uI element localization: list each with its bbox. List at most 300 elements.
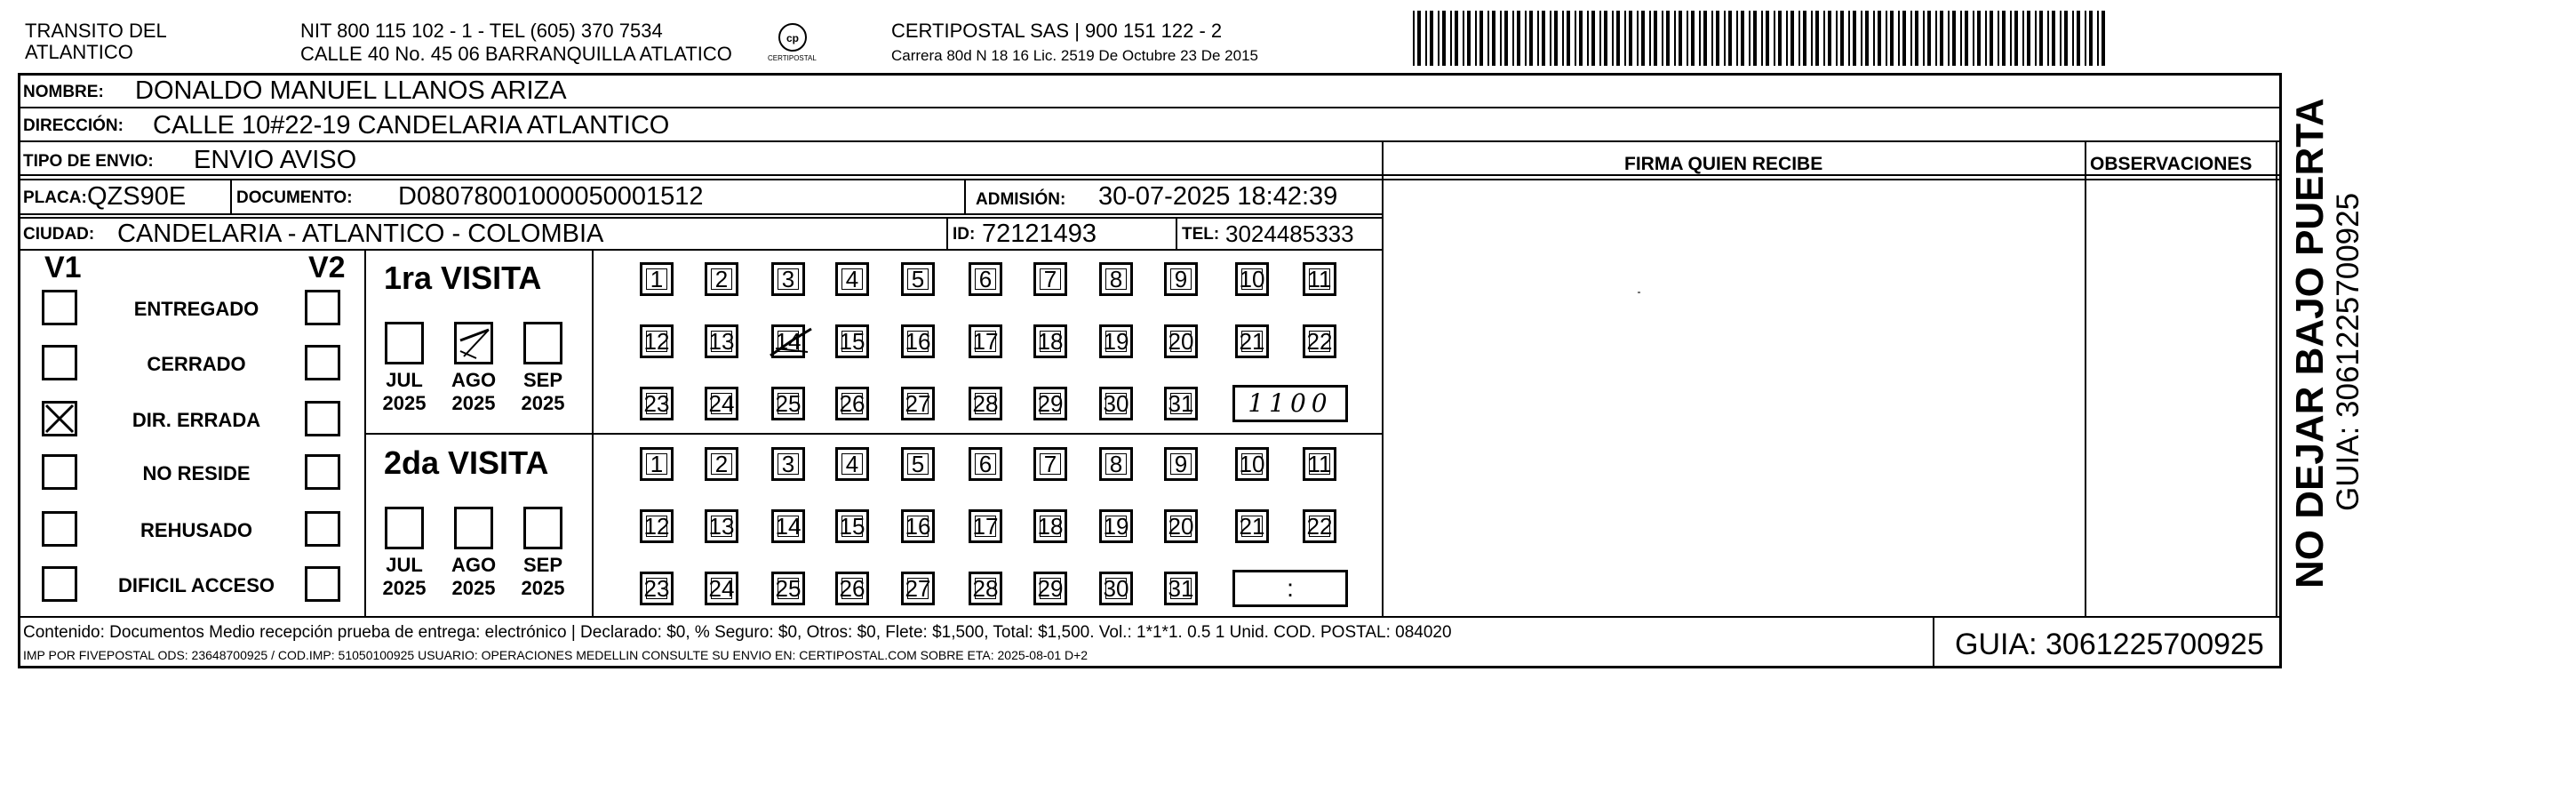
barcode-bar xyxy=(1679,11,1682,66)
barcode-bar xyxy=(1778,11,1782,66)
barcode-bar xyxy=(1798,11,1800,66)
day-number: 26 xyxy=(839,390,865,417)
day-number: 12 xyxy=(643,513,670,540)
day-box[interactable] xyxy=(1164,509,1198,543)
barcode-bar xyxy=(1567,11,1570,66)
day-number: 30 xyxy=(1103,575,1129,602)
day-number: 13 xyxy=(708,513,735,540)
barcode-bar xyxy=(1500,11,1502,66)
day-number: 6 xyxy=(978,451,993,477)
barcode-bar xyxy=(1815,11,1819,66)
barcode-bar xyxy=(1935,11,1937,66)
day-number: 12 xyxy=(643,328,670,355)
barcode-bar xyxy=(1724,11,1726,66)
nombre-label: NOMBRE: xyxy=(23,83,104,101)
day-box[interactable] xyxy=(1099,324,1133,358)
v2-checkbox[interactable] xyxy=(305,290,340,325)
barcode-bar xyxy=(1413,11,1415,66)
barcode-bar xyxy=(1703,11,1707,66)
observaciones-area[interactable] xyxy=(2088,180,2273,615)
barcode-bar xyxy=(1599,11,1601,66)
day-number: 22 xyxy=(1306,513,1333,540)
barcode-bar xyxy=(1998,11,1999,66)
barcode-bar xyxy=(2052,11,2055,66)
v2-checkbox[interactable] xyxy=(305,345,340,380)
day-box[interactable] xyxy=(640,509,674,543)
day-number: 21 xyxy=(1239,513,1265,540)
day-number: 23 xyxy=(643,390,670,417)
barcode-bar xyxy=(1554,11,1558,66)
day-number: 10 xyxy=(1239,451,1265,477)
day-box[interactable] xyxy=(1164,324,1198,358)
day-number: 9 xyxy=(1174,266,1188,292)
day-number: 15 xyxy=(839,513,865,540)
barcode-bar xyxy=(1467,11,1471,66)
day-box[interactable] xyxy=(1033,262,1067,296)
day-box[interactable] xyxy=(771,572,805,605)
day-number: 21 xyxy=(1239,328,1265,355)
barcode-bar xyxy=(1741,11,1744,66)
day-box[interactable] xyxy=(1164,387,1198,420)
tel-label: TEL: xyxy=(1182,225,1220,244)
barcode-bar xyxy=(2039,11,2043,66)
barcode-bar xyxy=(1790,11,1794,66)
sender-name-line1: TRANSITO DEL xyxy=(25,20,167,42)
v2-label: V2 xyxy=(308,251,346,284)
day-box[interactable] xyxy=(835,262,869,296)
visit-title: 1ra VISITA xyxy=(384,260,542,296)
day-number: 24 xyxy=(708,390,735,417)
barcode-bar xyxy=(1886,11,1887,66)
signature-mark xyxy=(1638,292,1640,293)
status-option-label: CERRADO xyxy=(147,353,246,375)
barcode-bar xyxy=(1649,11,1651,66)
month-label: JUL xyxy=(386,369,423,391)
barcode-bar xyxy=(1442,11,1446,66)
day-number: 2 xyxy=(714,451,729,477)
v2-checkbox[interactable] xyxy=(305,511,340,547)
ciudad-label: CIUDAD: xyxy=(23,225,95,244)
placa-label: PLACA: xyxy=(23,188,87,207)
day-number: 31 xyxy=(1168,390,1194,417)
v1-checkbox[interactable] xyxy=(42,401,77,436)
barcode-bar xyxy=(1492,11,1495,66)
barcode-bar xyxy=(1479,11,1483,66)
barcode-bar xyxy=(1542,11,1545,66)
visit-title: 2da VISITA xyxy=(384,444,549,481)
day-number: 25 xyxy=(775,575,802,602)
firma-label: FIRMA QUIEN RECIBE xyxy=(1624,154,1823,174)
barcode-bar xyxy=(1504,11,1508,66)
barcode-bar xyxy=(2097,11,2099,66)
barcode-bar xyxy=(1487,11,1489,66)
v1-checkbox[interactable] xyxy=(42,566,77,602)
month-checkbox[interactable] xyxy=(454,322,493,364)
day-number: 8 xyxy=(1109,451,1123,477)
time-box[interactable] xyxy=(1232,570,1348,607)
status-option-label: DIFICIL ACCESO xyxy=(117,574,275,596)
day-box[interactable] xyxy=(901,262,935,296)
barcode-bar xyxy=(1923,11,1925,66)
day-box[interactable] xyxy=(1235,509,1269,543)
id-value: 72121493 xyxy=(982,220,1097,248)
barcode-bar xyxy=(1823,11,1825,66)
barcode-bar xyxy=(1455,11,1458,66)
barcode-bar xyxy=(1861,11,1862,66)
day-number: 23 xyxy=(643,575,670,602)
day-number: 19 xyxy=(1103,513,1129,540)
day-box[interactable] xyxy=(771,324,805,358)
year-label: 2025 xyxy=(521,577,565,599)
day-number: 29 xyxy=(1037,390,1064,417)
day-number: 25 xyxy=(775,390,802,417)
day-number: 10 xyxy=(1239,266,1265,292)
barcode-bar xyxy=(1537,11,1539,66)
sender-address: CALLE 40 No. 45 06 BARRANQUILLA ATLATICO xyxy=(300,43,732,65)
day-box[interactable] xyxy=(1164,572,1198,605)
day-box[interactable] xyxy=(835,447,869,481)
status-option-label: ENTREGADO xyxy=(133,298,259,320)
day-box[interactable] xyxy=(1099,509,1133,543)
signature-area[interactable] xyxy=(1386,180,2081,615)
barcode-bar xyxy=(1786,11,1788,66)
month-checkbox[interactable] xyxy=(385,507,424,549)
day-box[interactable] xyxy=(705,572,738,605)
day-box[interactable] xyxy=(771,262,805,296)
barcode-bar xyxy=(1450,11,1452,66)
day-box[interactable] xyxy=(969,324,1002,358)
month-label: SEP xyxy=(522,369,563,391)
time-value: : xyxy=(1287,574,1294,602)
barcode-bar xyxy=(1612,11,1614,66)
barcode-bar xyxy=(1910,11,1912,66)
barcode-bar xyxy=(1828,11,1831,66)
day-box[interactable] xyxy=(901,387,935,420)
barcode-bar xyxy=(1517,11,1520,66)
barcode-bar xyxy=(1902,11,1906,66)
day-box[interactable] xyxy=(835,324,869,358)
month-checkbox[interactable] xyxy=(385,322,424,364)
day-box[interactable] xyxy=(1235,324,1269,358)
day-box[interactable] xyxy=(969,262,1002,296)
day-box[interactable] xyxy=(1099,447,1133,481)
day-number: 24 xyxy=(708,575,735,602)
day-number: 29 xyxy=(1037,575,1064,602)
day-number: 18 xyxy=(1037,513,1064,540)
barcode-bar xyxy=(1761,11,1763,66)
v1-checkbox[interactable] xyxy=(42,290,77,325)
barcode-bar xyxy=(1898,11,1900,66)
day-box[interactable] xyxy=(640,572,674,605)
day-box[interactable] xyxy=(705,324,738,358)
day-number: 26 xyxy=(839,575,865,602)
barcode-bar xyxy=(1624,11,1626,66)
admision-label: ADMISIÓN: xyxy=(976,190,1066,209)
day-number: 15 xyxy=(839,328,865,355)
barcode-bar xyxy=(1803,11,1806,66)
day-box[interactable] xyxy=(901,324,935,358)
tel-value: 3024485333 xyxy=(1225,220,1354,247)
barcode-bar xyxy=(2085,11,2086,66)
day-number: 9 xyxy=(1174,451,1188,477)
day-box[interactable] xyxy=(835,387,869,420)
barcode-bar xyxy=(1952,11,1956,66)
day-number: 14 xyxy=(775,513,802,540)
barcode-bar xyxy=(1629,11,1632,66)
svg-text:cp: cp xyxy=(786,32,800,44)
barcode-bar xyxy=(1417,11,1421,66)
barcode-bar xyxy=(2060,11,2062,66)
barcode-bar xyxy=(1873,11,1875,66)
month-checkbox[interactable] xyxy=(454,507,493,549)
placa-value: QZS90E xyxy=(87,182,187,211)
documento-value: D08078001000050001512 xyxy=(398,182,704,211)
barcode-bar xyxy=(2027,11,2030,66)
barcode-bar xyxy=(1430,11,1433,66)
day-box[interactable] xyxy=(835,509,869,543)
day-number: 20 xyxy=(1168,328,1194,355)
barcode-bar xyxy=(1948,11,1950,66)
day-number: 18 xyxy=(1037,328,1064,355)
day-number: 1 xyxy=(650,451,664,477)
barcode-bar xyxy=(1736,11,1738,66)
barcode-bar xyxy=(1587,11,1589,66)
barcode-bar xyxy=(1836,11,1838,66)
day-box[interactable] xyxy=(640,262,674,296)
day-box[interactable] xyxy=(640,387,674,420)
day-number: 8 xyxy=(1109,266,1123,292)
nombre-value: DONALDO MANUEL LLANOS ARIZA xyxy=(135,76,567,105)
day-box[interactable] xyxy=(1033,447,1067,481)
barcode-bar xyxy=(1687,11,1688,66)
barcode-bar xyxy=(1637,11,1639,66)
barcode-bar xyxy=(1425,11,1427,66)
day-box[interactable] xyxy=(771,387,805,420)
v1-checkbox[interactable] xyxy=(42,511,77,547)
month-label: SEP xyxy=(522,554,563,576)
v1-checkbox[interactable] xyxy=(42,345,77,380)
barcode-bar xyxy=(2022,11,2024,66)
barcode-bar xyxy=(1940,11,1943,66)
time-value: 1100 xyxy=(1248,388,1333,418)
day-number: 1 xyxy=(650,266,664,292)
barcode-bar xyxy=(1766,11,1769,66)
v2-checkbox[interactable] xyxy=(305,401,340,436)
day-number: 17 xyxy=(972,328,999,355)
barcode-bar xyxy=(1654,11,1657,66)
day-box[interactable] xyxy=(1235,447,1269,481)
barcode-bar xyxy=(1749,11,1751,66)
day-box[interactable] xyxy=(640,324,674,358)
day-box[interactable] xyxy=(835,572,869,605)
month-label: AGO xyxy=(451,369,497,391)
day-number: 13 xyxy=(708,328,735,355)
side-warning: NO DEJAR BAJO PUERTA xyxy=(2288,98,2332,588)
certipostal-logo xyxy=(762,18,823,68)
day-box[interactable] xyxy=(1099,262,1133,296)
day-box[interactable] xyxy=(1303,324,1336,358)
day-box[interactable] xyxy=(1164,262,1198,296)
barcode-bar xyxy=(1699,11,1701,66)
day-number: 22 xyxy=(1306,328,1333,355)
day-number: 3 xyxy=(781,266,795,292)
year-label: 2025 xyxy=(451,392,496,414)
day-box[interactable] xyxy=(1164,447,1198,481)
barcode-bar xyxy=(1575,11,1576,66)
day-box[interactable] xyxy=(771,509,805,543)
day-number: 28 xyxy=(972,390,999,417)
barcode-bar xyxy=(1711,11,1713,66)
barcode-bar xyxy=(1529,11,1533,66)
time-box[interactable] xyxy=(1232,385,1348,422)
day-box[interactable] xyxy=(1303,509,1336,543)
day-box[interactable] xyxy=(1033,387,1067,420)
day-box[interactable] xyxy=(1099,387,1133,420)
v1-label: V1 xyxy=(44,251,82,284)
company-info: CERTIPOSTAL SAS | 900 151 122 - 2 xyxy=(891,20,1223,42)
day-box[interactable] xyxy=(705,509,738,543)
direccion-label: DIRECCIÓN: xyxy=(23,116,124,135)
footer-guia: GUIA: 3061225700925 xyxy=(1955,628,2264,661)
logo-text: CERTIPOSTAL xyxy=(768,54,817,62)
day-box[interactable] xyxy=(901,572,935,605)
day-box[interactable] xyxy=(1033,324,1067,358)
day-number: 3 xyxy=(781,451,795,477)
barcode-bar xyxy=(1753,11,1757,66)
admision-value: 30-07-2025 18:42:39 xyxy=(1098,182,1338,211)
barcode-bar xyxy=(1915,11,1918,66)
day-number: 7 xyxy=(1043,451,1057,477)
year-label: 2025 xyxy=(521,392,565,414)
year-label: 2025 xyxy=(451,577,496,599)
barcode-bar xyxy=(2047,11,2049,66)
barcode-bar xyxy=(1562,11,1564,66)
barcode-bar xyxy=(1438,11,1440,66)
barcode-bar xyxy=(1579,11,1583,66)
barcode-bar xyxy=(2010,11,2012,66)
barcode-bar xyxy=(1811,11,1813,66)
day-box[interactable] xyxy=(1033,509,1067,543)
barcode-bar xyxy=(1591,11,1595,66)
day-box[interactable] xyxy=(969,572,1002,605)
day-number: 17 xyxy=(972,513,999,540)
barcode-bar xyxy=(1840,11,1844,66)
day-number: 11 xyxy=(1307,266,1332,292)
day-box[interactable] xyxy=(1099,572,1133,605)
month-label: AGO xyxy=(451,554,497,576)
barcode-bar xyxy=(2014,11,2018,66)
day-box[interactable] xyxy=(640,447,674,481)
barcode-bar xyxy=(1475,11,1477,66)
day-number: 16 xyxy=(905,328,931,355)
month-label: JUL xyxy=(386,554,423,576)
month-checkbox[interactable] xyxy=(523,507,562,549)
barcode-bar xyxy=(1990,11,1993,66)
barcode-bar xyxy=(2072,11,2074,66)
v1-checkbox[interactable] xyxy=(42,454,77,490)
day-number: 30 xyxy=(1103,390,1129,417)
barcode-bar xyxy=(1878,11,1881,66)
barcode-bar xyxy=(2064,11,2068,66)
company-license: Carrera 80d N 18 16 Lic. 2519 De Octubre 23 De 2015 xyxy=(891,47,1258,64)
barcode-bar xyxy=(1666,11,1670,66)
year-label: 2025 xyxy=(382,577,427,599)
month-checkbox[interactable] xyxy=(523,322,562,364)
barcode-bar xyxy=(1525,11,1527,66)
day-box[interactable] xyxy=(705,262,738,296)
day-box[interactable] xyxy=(705,387,738,420)
day-number: 7 xyxy=(1043,266,1057,292)
barcode-bar xyxy=(1973,11,1974,66)
barcode-bar xyxy=(1716,11,1719,66)
barcode-bar xyxy=(1662,11,1663,66)
day-number: 11 xyxy=(1307,451,1332,477)
barcode-bar xyxy=(1512,11,1514,66)
day-box[interactable] xyxy=(705,447,738,481)
day-number: 19 xyxy=(1103,328,1129,355)
day-number: 6 xyxy=(978,266,993,292)
barcode-bar xyxy=(1691,11,1695,66)
v2-checkbox[interactable] xyxy=(305,454,340,490)
day-number: 16 xyxy=(905,513,931,540)
barcode-bar xyxy=(1865,11,1869,66)
sender-nit: NIT 800 115 102 - 1 - TEL (605) 370 7534 xyxy=(300,20,663,42)
ciudad-value: CANDELARIA - ATLANTICO - COLOMBIA xyxy=(117,220,604,248)
barcode-bar xyxy=(2002,11,2006,66)
day-box[interactable] xyxy=(969,509,1002,543)
barcode-bar xyxy=(1604,11,1607,66)
status-option-label: DIR. ERRADA xyxy=(132,409,261,431)
tipo-envio-value: ENVIO AVISO xyxy=(194,146,357,174)
day-box[interactable] xyxy=(1235,262,1269,296)
v2-checkbox[interactable] xyxy=(305,566,340,602)
day-number: 27 xyxy=(905,575,931,602)
barcode-bar xyxy=(1463,11,1464,66)
status-option-label: NO RESIDE xyxy=(142,462,251,484)
day-box[interactable] xyxy=(901,447,935,481)
barcode-bar xyxy=(1985,11,1987,66)
day-box[interactable] xyxy=(1033,572,1067,605)
day-box[interactable] xyxy=(1303,262,1336,296)
barcode-bar xyxy=(1965,11,1968,66)
barcode-bar xyxy=(1616,11,1620,66)
day-box[interactable] xyxy=(969,387,1002,420)
tipo-envio-label: TIPO DE ENVIO: xyxy=(23,152,154,171)
day-number: 4 xyxy=(845,451,859,477)
barcode-bar xyxy=(1550,11,1551,66)
day-number: 27 xyxy=(905,390,931,417)
direccion-value: CALLE 10#22-19 CANDELARIA ATLANTICO xyxy=(153,111,670,140)
barcode-bar xyxy=(1960,11,1962,66)
id-label: ID: xyxy=(953,225,976,244)
day-box[interactable] xyxy=(969,447,1002,481)
year-label: 2025 xyxy=(382,392,427,414)
day-number: 14 xyxy=(775,328,802,355)
day-box[interactable] xyxy=(771,447,805,481)
status-option-label: REHUSADO xyxy=(140,519,252,541)
barcode-bar xyxy=(1674,11,1676,66)
barcode-bar xyxy=(2035,11,2037,66)
barcode-bar xyxy=(1853,11,1856,66)
barcode-bar xyxy=(1927,11,1931,66)
barcode-bar xyxy=(2077,11,2080,66)
barcode-bar xyxy=(1774,11,1775,66)
day-box[interactable] xyxy=(1303,447,1336,481)
footer-imp-line: IMP POR FIVEPOSTAL ODS: 23648700925 / COD.IMP: 51050100925 USUARIO: OPERACIONES MEDELLIN CONSULTE SU ENVIO EN: CERTIPOSTAL.COM SOBRE ETA: 2025-08-01 D+2 xyxy=(23,648,1089,662)
side-guia: GUIA: 3061225700925 xyxy=(2331,192,2365,511)
day-box[interactable] xyxy=(901,509,935,543)
day-number: 2 xyxy=(714,266,729,292)
